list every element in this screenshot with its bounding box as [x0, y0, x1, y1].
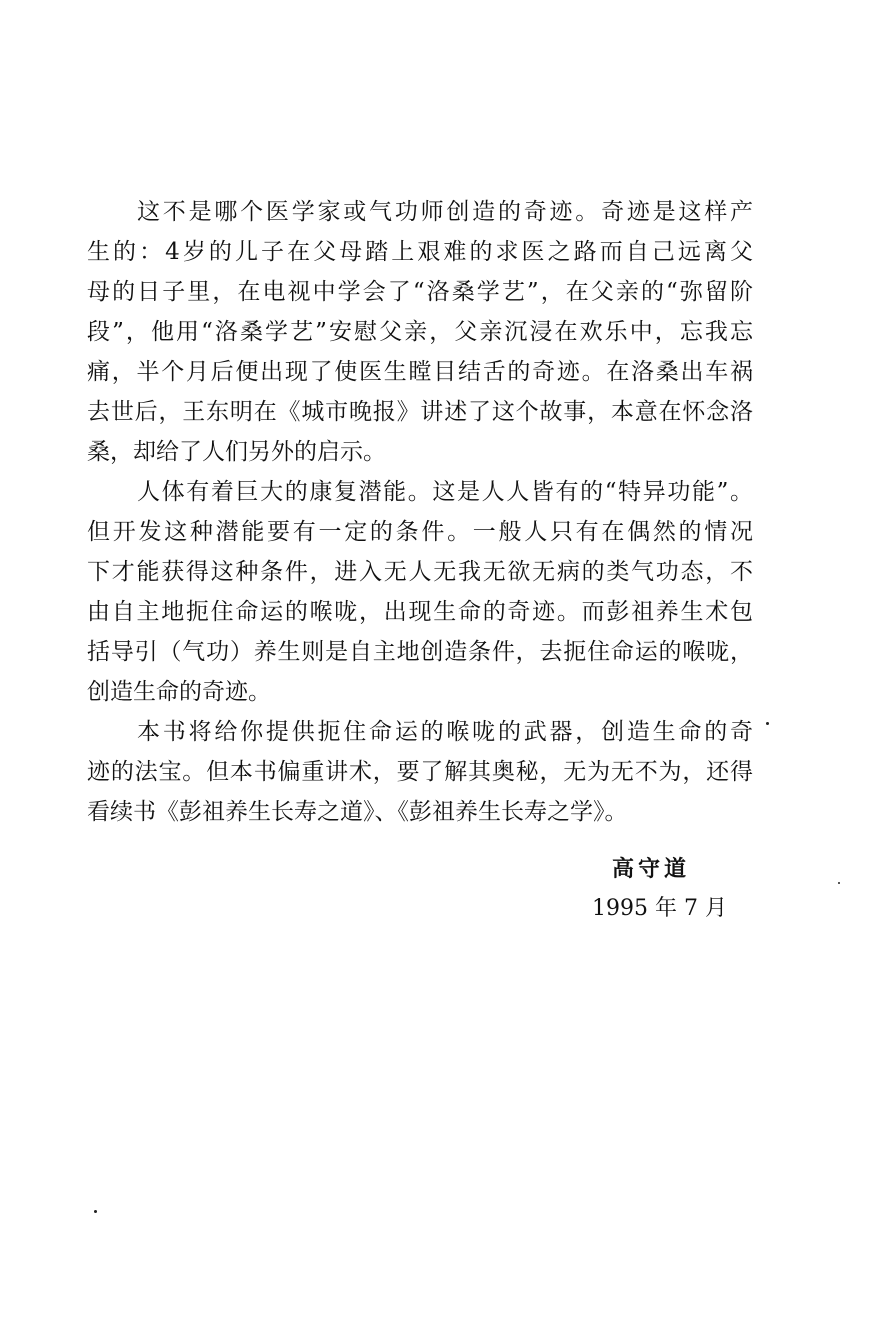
preface-body: [87, 192, 753, 832]
text-line: 本书将给你提供扼住命运的喉咙的武器，创造生命的奇: [137, 719, 753, 745]
text-line: 迹的法宝。但本书偏重讲术，要了解其奥秘，无为无不为，还得: [87, 759, 753, 785]
text-line: 人体有着巨大的康复潜能。这是人人皆有的“特异功能”。: [137, 479, 753, 505]
text-line: 痛，半个月后便出现了使医生瞠目结舌的奇迹。在洛桑出车祸: [87, 359, 753, 385]
text-line: 但开发这种潜能要有一定的条件。一般人只有在偶然的情况: [87, 519, 753, 545]
text-line: 看续书《彭祖养生长寿之道》、《彭祖养生长寿之学》。: [87, 799, 628, 825]
scan-speck: [838, 882, 840, 884]
paragraph-1: [87, 192, 753, 472]
text-line: 下才能获得这种条件，进入无人无我无欲无病的类气功态，不: [87, 559, 753, 585]
text-line: 去世后，王东明在《城市晚报》讲述了这个故事，本意在怀念洛: [87, 399, 753, 425]
text-line: 创造生命的奇迹。: [87, 679, 271, 705]
text-line: 母的日子里，在电视中学会了“洛桑学艺”，在父亲的“弥留阶: [87, 279, 753, 305]
scan-speck: [94, 1210, 97, 1213]
text-line: 段”，他用“洛桑学艺”安慰父亲，父亲沉浸在欢乐中，忘我忘: [87, 319, 753, 345]
text-line: 由自主地扼住命运的喉咙，出现生命的奇迹。而彭祖养生术包: [87, 599, 753, 625]
author-signature: 高守道: [612, 856, 691, 882]
paragraph-2: [87, 472, 753, 712]
paragraph-3: [87, 712, 753, 832]
text-line: 生的：4岁的儿子在父母踏上艰难的求医之路而自己远离父: [87, 239, 753, 265]
date-line: 1995 年 7 月: [592, 896, 727, 921]
scan-speck: [766, 722, 769, 725]
text-line: 括导引（气功）养生则是自主地创造条件，去扼住命运的喉咙，: [87, 639, 753, 665]
text-line: 桑，却给了人们另外的启示。: [87, 439, 386, 465]
text-line: 这不是哪个医学家或气功师创造的奇迹。奇迹是这样产: [137, 199, 753, 225]
